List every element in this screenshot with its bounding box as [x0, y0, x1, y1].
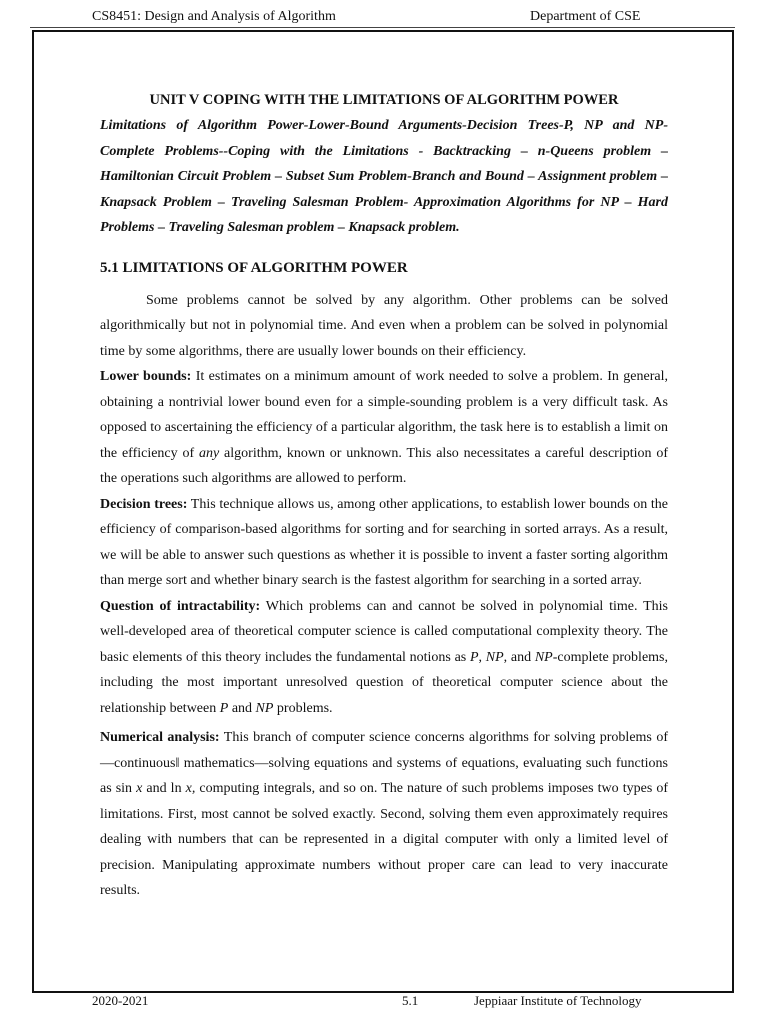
numerical-x-2: x,: [185, 781, 196, 796]
intractability-text-5: problems.: [273, 700, 333, 716]
intractability-p-2: P: [219, 700, 229, 716]
intractability-text-3: -complete problems, including the most important unresolved question of theoretical computer science about the relationship between: [100, 649, 668, 716]
lower-bounds-text-1: It estimates on a minimum amount of work needed to solve a problem. In general, obtaining a nontrivial lower bound even for a simple-sounding problem is a very difficult task. As opposed to ascertaining the efficiency of a particular algorithm, the task here is to establish a limit on the efficiency of: [100, 369, 668, 461]
header-divider: [30, 27, 735, 28]
numerical-text-1: This branch of computer science concerns algorithms for solving problems of ―continuous‖ mathematics—solving equations and systems of equations, evaluating such functions as sin: [100, 730, 668, 796]
intractability-text-4: and: [228, 700, 256, 716]
decision-trees-text: This technique allows us, among other applications, to establish lower bounds on the efficiency of comparison-based algorithms for sorting and for searching in sorted arrays. As a result, we will be able to answer such questions as whether it is possible to invent a faster sorting algorithm than merge sort and whether binary search is the fastest algorithm for searching in a sorted array.: [100, 496, 668, 588]
lower-bounds-emphasis: any: [199, 445, 220, 461]
syllabus-topics: Limitations of Algorithm Power-Lower-Bound Arguments-Decision Trees-P, NP and NP-Complete Problems--Coping with the Limitations - Backtracking – n-Queens problem – Hamiltonian Circuit Problem – Subset Sum Problem-Branch and Bound – Assignment problem – Knapsack Problem – Traveling Salesman Problem- Approximation Algorithms for NP – Hard Problems – Traveling Salesman problem – Knapsack problem.: [100, 118, 668, 235]
footer-page-number: 5.1: [402, 993, 419, 1008]
footer-institute: Jeppiaar Institute of Technology: [474, 993, 642, 1008]
numerical-analysis-paragraph: [100, 725, 668, 904]
intractability-term: Question of intractability:: [100, 598, 261, 614]
intractability-text-1: Which problems can and cannot be solved in polynomial time. This well-developed area of theoretical computer science is called computational complexity theory. The basic elements of this theory includes the fundamental notions as: [100, 598, 668, 665]
intractability-text-2: , and: [503, 649, 535, 665]
section-heading: 5.1 LIMITATIONS OF ALGORITHM POWER: [100, 259, 408, 276]
decision-trees-term: Decision trees:: [100, 496, 188, 512]
intractability-paragraph: [100, 594, 668, 722]
unit-title: UNIT V COPING WITH THE LIMITATIONS OF ALGORITHM POWER: [149, 92, 619, 108]
intro-paragraph: Some problems cannot be solved by any algorithm. Other problems can be solved algorithmically but not in polynomial time. And even when a problem can be solved in polynomial time by some algorithms, there are usually lower bounds on their efficiency.: [100, 292, 668, 359]
numerical-analysis-term: Numerical analysis:: [100, 730, 220, 745]
lower-bounds-paragraph: [100, 364, 668, 492]
numerical-text-3: computing integrals, and so on. The nature of such problems imposes two types of limitations. First, most cannot be solved exactly. Second, solving them even approximately requires dealing with numbers that can be represented in a digital computer with only a limited level of precision. Manipulating approximate numbers without proper care can lead to very inaccurate results.: [100, 781, 668, 898]
intractability-sep-1: ,: [478, 649, 486, 665]
decision-trees-paragraph: [100, 492, 668, 594]
footer-year: 2020-2021: [92, 993, 149, 1008]
numerical-x-1: x: [136, 781, 143, 796]
intractability-np-3: NP: [255, 700, 274, 716]
numerical-text-2: and ln: [142, 781, 186, 796]
header-department: Department of CSE: [530, 9, 641, 24]
lower-bounds-text-2: algorithm, known or unknown. This also necessitates a careful description of the operations such algorithms are allowed to perform.: [100, 445, 668, 486]
intractability-p: P: [469, 649, 479, 665]
lower-bounds-term: Lower bounds:: [100, 369, 192, 384]
intractability-np-2: NP: [534, 649, 553, 665]
intractability-np: NP: [485, 649, 504, 665]
header-course-title: CS8451: Design and Analysis of Algorithm: [92, 9, 336, 24]
page-content: [100, 90, 668, 904]
